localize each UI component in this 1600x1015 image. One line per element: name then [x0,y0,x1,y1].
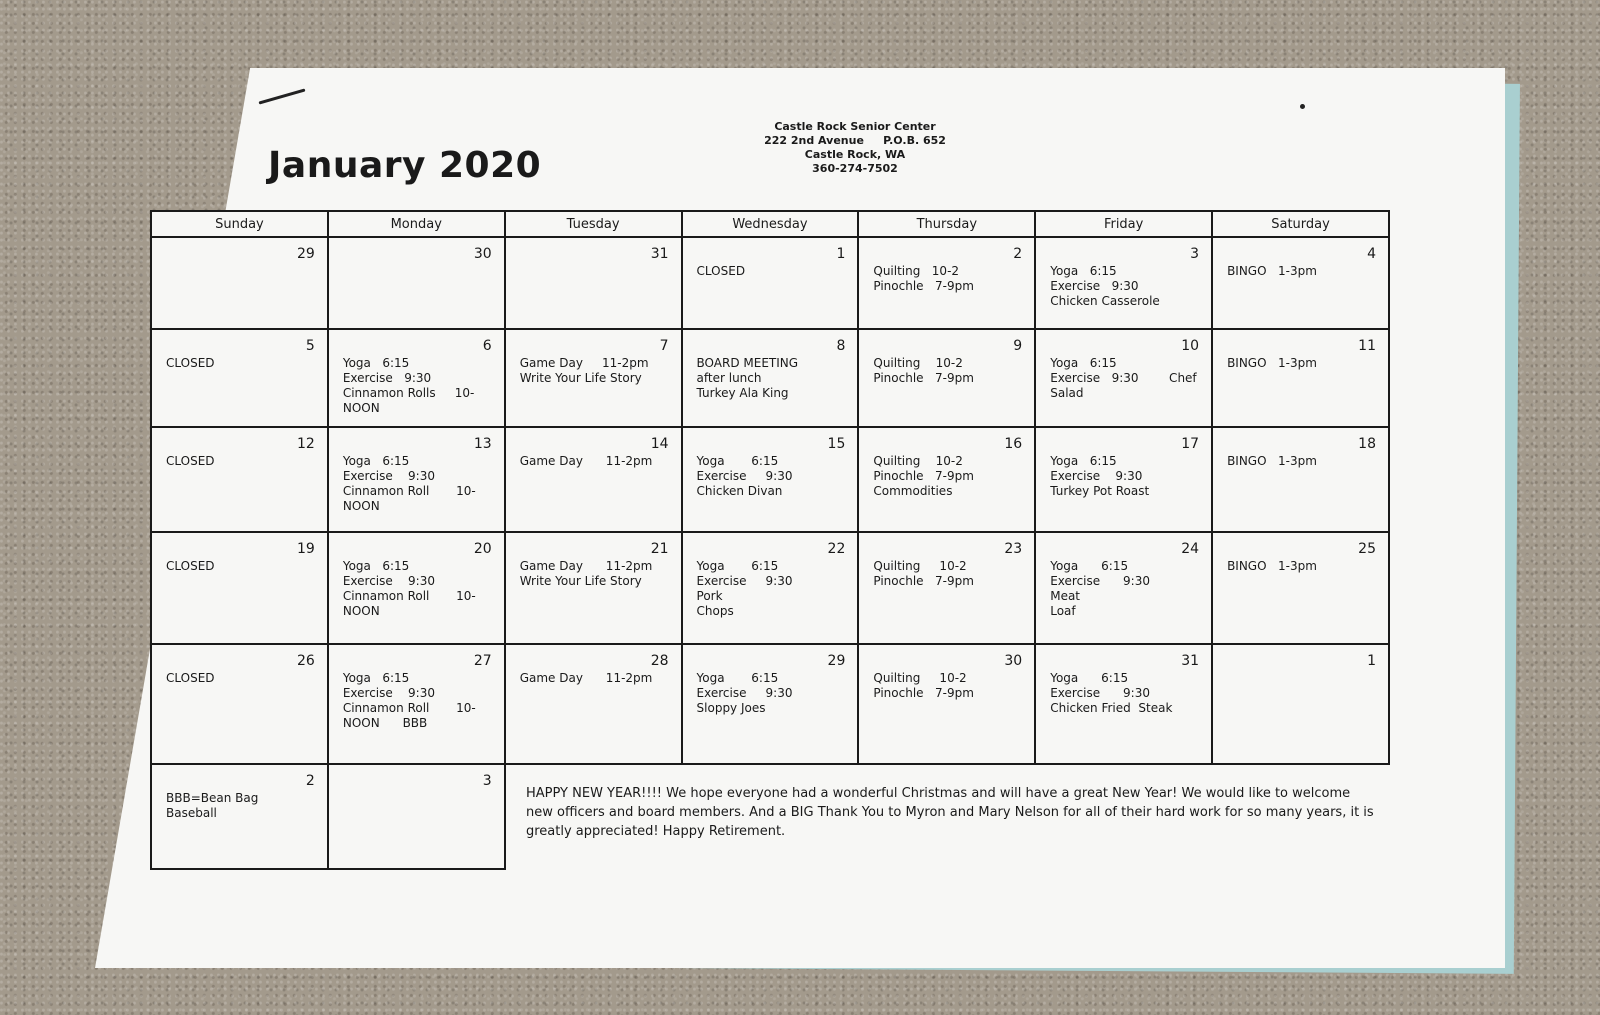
day-number: 16 [1004,436,1023,452]
day-events: Quilting 10-2 Pinochle 7-9pm Commodities [873,454,974,498]
day-events: BINGO 1-3pm [1227,454,1317,468]
day-events: Yoga 6:15 Exercise 9:30 Sloppy Joes [696,671,793,715]
day-header: Friday [1035,211,1212,237]
day-number: 27 [473,653,492,669]
day-number: 30 [1004,653,1023,669]
day-number: 29 [827,653,846,669]
day-cell [682,329,859,427]
day-events: Yoga 6:15 Exercise 9:30 Chicken Divan [696,454,793,498]
day-number: 7 [659,338,669,354]
day-events: Game Day 11-2pm Write Your Life Story [519,356,649,385]
day-events: Game Day 11-2pm Write Your Life Story [519,559,653,588]
day-cell [858,532,1035,644]
day-events: BOARD MEETING after lunch Turkey Ala King [696,356,799,400]
day-events: BBB=Bean Bag Baseball [166,791,259,820]
day-header: Tuesday [505,211,682,237]
calendar-grid [150,210,1390,870]
day-events: BINGO 1-3pm [1227,559,1317,573]
day-events: CLOSED [166,671,215,685]
day-cell [328,644,505,764]
day-events: Quilting 10-2 Pinochle 7-9pm [873,559,974,588]
org-name: Castle Rock Senior Center [774,120,936,133]
day-header: Wednesday [682,211,859,237]
calendar-table [150,210,1390,870]
day-header: Monday [328,211,505,237]
day-cell [1035,644,1212,764]
day-events: Yoga 6:15 Exercise 9:30 Chicken Casserole [1050,264,1160,308]
announcement-note: HAPPY NEW YEAR!!!! We hope everyone had a wonderful Christmas and will have a great New Year! We would like to welcome new officers and board members. And a BIG Thank You to Myron and Mary Nelson for all of their hard work for so many years, it is greatly appreciated! Happy Retirement. [526,786,1374,839]
day-number: 17 [1181,436,1200,452]
day-number: 4 [1367,246,1376,262]
day-events: Yoga 6:15 Exercise 9:30 Cinnamon Roll 10- NOON BBB [342,671,476,730]
day-events: Yoga 6:15 Exercise 9:30 Turkey Pot Roast [1050,454,1150,498]
day-events: Quilting 10-2 Pinochle 7-9pm [873,264,974,293]
day-cell [328,532,505,644]
day-cell [151,237,328,329]
day-cell [151,329,328,427]
day-cell [858,237,1035,329]
day-number: 18 [1358,436,1376,452]
day-cell [505,329,682,427]
day-events: CLOSED [166,356,215,370]
day-events: CLOSED [166,454,215,468]
day-events: CLOSED [696,264,746,278]
day-events: Yoga 6:15 Exercise 9:30 Meat Loaf [1050,559,1150,618]
day-cell [682,237,859,329]
calendar-title: January 2020 [268,145,542,186]
day-cell [858,427,1035,532]
org-phone: 360-274-7502 [812,162,898,175]
day-cell [328,329,505,427]
day-cell [151,427,328,532]
day-number: 30 [473,246,492,262]
week-row [151,427,1389,532]
day-cell [682,427,859,532]
week-row [151,237,1389,329]
day-cell [1035,329,1212,427]
day-number: 2 [305,773,315,789]
day-number: 6 [482,338,492,354]
day-number: 21 [650,541,669,557]
day-number: 23 [1004,541,1023,557]
day-header: Sunday [151,211,328,237]
organization-header [735,120,975,176]
day-events: BINGO 1-3pm [1227,356,1317,370]
day-number: 5 [305,338,315,354]
day-number: 31 [650,246,669,262]
day-events: Yoga 6:15 Exercise 9:30 Cinnamon Roll 10- NOON [342,559,476,618]
day-events: Game Day 11-2pm [519,671,653,685]
day-number: 2 [1013,246,1023,262]
week-row [151,329,1389,427]
day-number: 3 [1190,246,1200,262]
day-number: 29 [297,246,315,262]
day-number: 31 [1181,653,1200,669]
day-number: 3 [482,773,492,789]
week-row [151,532,1389,644]
day-number: 14 [650,436,669,452]
day-events: Quilting 10-2 Pinochle 7-9pm [873,356,974,385]
day-events: Yoga 6:15 Exercise 9:30 Cinnamon Roll 10- NOON [342,454,476,513]
day-number: 20 [473,541,492,557]
day-cell [505,237,682,329]
week-row [151,644,1389,764]
day-cell [505,532,682,644]
day-cell [151,644,328,764]
day-number: 13 [473,436,492,452]
day-cell [151,532,328,644]
day-cell [1212,532,1389,644]
day-cell [858,329,1035,427]
day-number: 8 [836,338,846,354]
day-header: Thursday [858,211,1035,237]
day-cell [1212,329,1389,427]
day-events: Quilting 10-2 Pinochle 7-9pm [873,671,974,700]
day-number: 28 [650,653,669,669]
day-number: 25 [1358,541,1376,557]
ink-dot [1300,104,1305,109]
day-cell [505,644,682,764]
day-number: 15 [827,436,846,452]
day-cell [1035,532,1212,644]
day-number: 9 [1013,338,1023,354]
day-cell [682,532,859,644]
day-events: Yoga 6:15 Exercise 9:30 Chef Salad [1050,356,1197,400]
day-number: 22 [827,541,846,557]
day-cell [328,764,505,869]
day-cell [328,427,505,532]
day-cell [328,237,505,329]
day-cell [1212,427,1389,532]
day-number: 24 [1181,541,1200,557]
day-cell [682,644,859,764]
day-cell [1035,237,1212,329]
day-number: 11 [1358,338,1376,354]
day-events: Game Day 11-2pm [519,454,653,468]
day-events: Yoga 6:15 Exercise 9:30 Chicken Fried Steak [1050,671,1173,715]
day-cell [1212,237,1389,329]
day-number: 1 [836,246,846,262]
day-events: BINGO 1-3pm [1227,264,1317,278]
day-cell [858,644,1035,764]
day-number: 10 [1181,338,1200,354]
day-cell [1035,427,1212,532]
day-cell [1212,644,1389,764]
day-number: 26 [297,653,315,669]
org-city: Castle Rock, WA [804,148,906,161]
day-number: 12 [297,436,315,452]
day-events: Yoga 6:15 Exercise 9:30 Cinnamon Rolls 10- NOON [342,356,475,415]
day-number: 19 [297,541,315,557]
org-address: 222 2nd Avenue P.O.B. 652 [764,134,946,147]
day-cell [505,427,682,532]
day-cell [151,764,328,869]
day-events: Yoga 6:15 Exercise 9:30 Pork Chops [696,559,793,618]
day-events: CLOSED [166,559,215,573]
day-header: Saturday [1212,211,1389,237]
day-number: 1 [1367,653,1376,669]
